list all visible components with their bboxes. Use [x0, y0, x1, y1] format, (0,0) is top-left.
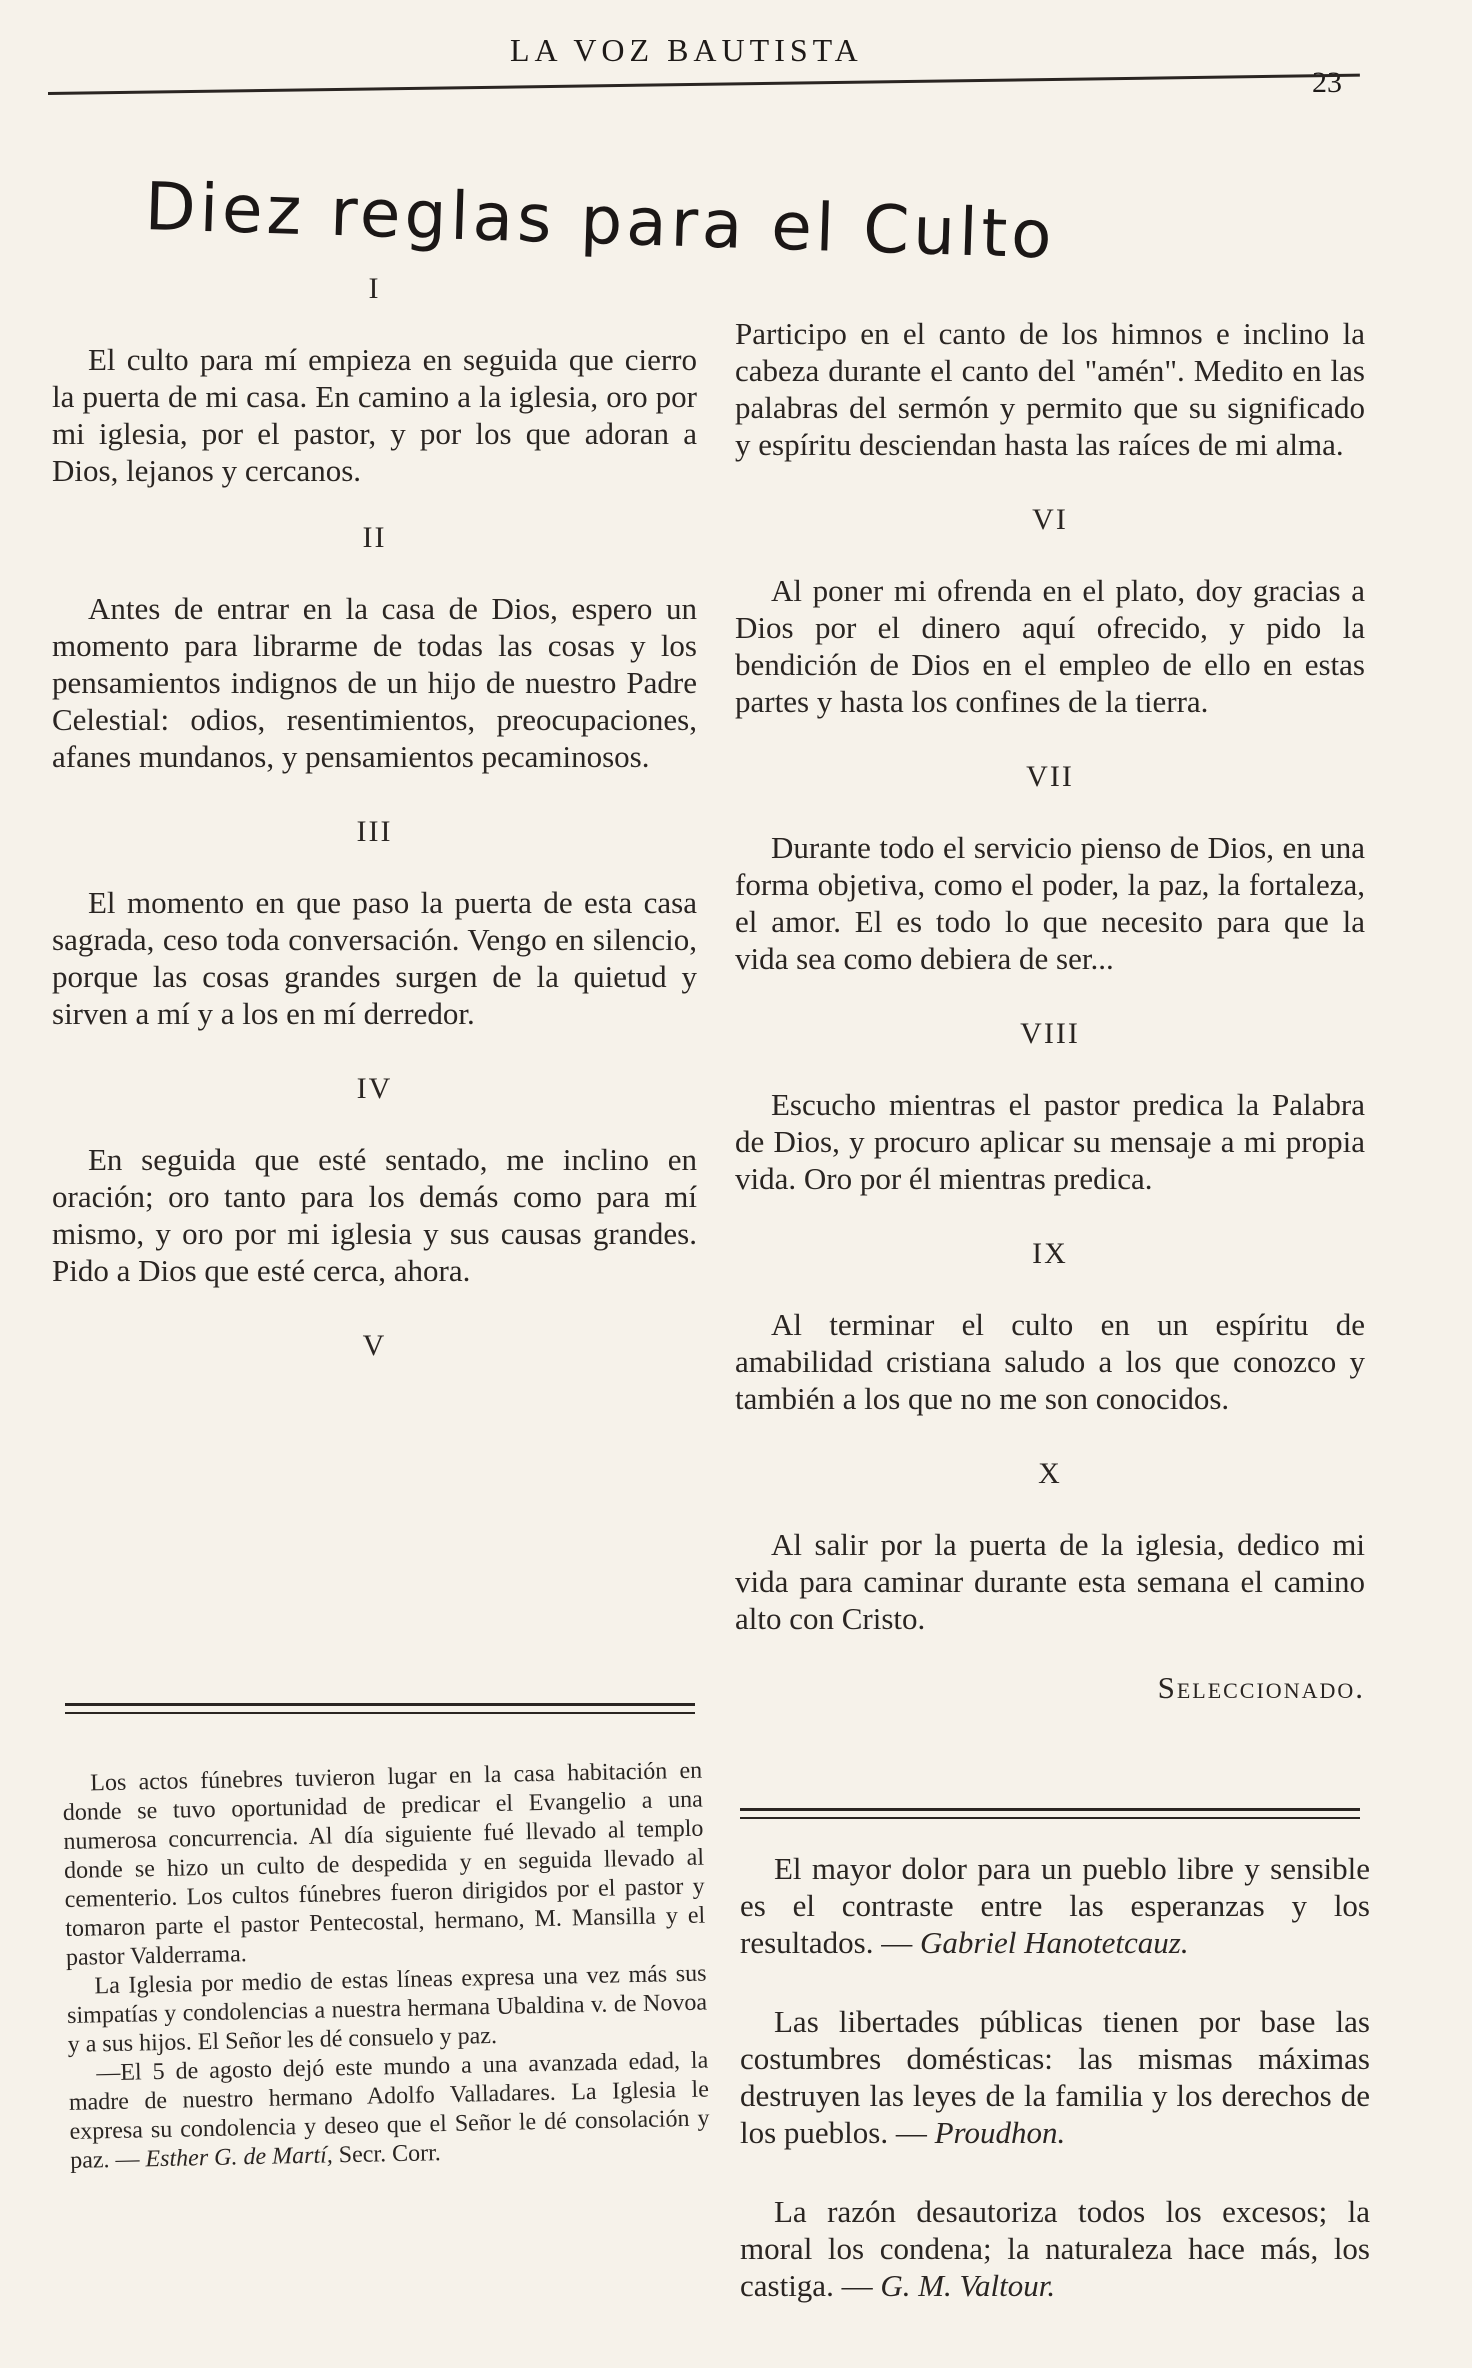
notice-paragraph: La Iglesia por medio de estas líneas expresa una vez más sus simpatías y condolencias a nuestra hermana Ubaldina v. de Novoa y a sus hijos. El Señor les dé consuelo y paz. [66, 1960, 708, 2058]
article-column-right [735, 315, 1365, 1706]
quote-text: Las libertades públicas tienen por base las costumbres domésticas: las mismas máximas destruyen las leyes de la familia y los derechos de los pueblos. — [740, 2004, 1370, 2150]
notice-paragraph: Los actos fúnebres tuvieron lugar en la casa habitación en donde se tuvo oportunidad de predicar el Evangelio a una numerosa concurrencia. Al día siguiente fué llevado al templo donde se hizo un culto de despedida y en seguida llevado al cementerio. Los cultos fúnebres fueron dirigidos por el pastor y tomaron parte el pastor Pentecostal, hermano, M. Mansilla y el pastor Valderrama. [62, 1757, 706, 1971]
section-numeral: III [356, 815, 393, 848]
section-numeral: I [368, 272, 381, 305]
divider-right [740, 1808, 1360, 1819]
section-text: Al salir por la puerta de la iglesia, dedico mi vida para caminar durante esta semana el camino alto con Cristo. [735, 1527, 1365, 1636]
section-text: Al terminar el culto en un espíritu de amabilidad cristiana saludo a los que conozco y también a los que no me son conocidos. [735, 1307, 1365, 1416]
notice-text: —El 5 de agosto dejó este mundo a una avanzada edad, la madre de nuestro hermano Adolfo Valladares. La Iglesia le expresa su condolencia y deseo que el Señor le dé consolación y paz. — [68, 2047, 710, 2174]
notice-author-role: Secr. Corr. [338, 2140, 442, 2169]
quote-text: La razón desautoriza todos los excesos; la moral los condena; la naturaleza hace más, los castiga. — [740, 2194, 1370, 2303]
quote [740, 2003, 1370, 2151]
quote-text: El mayor dolor para un pueblo libre y sensible es el contraste entre las esperanzas y los resultados. — [740, 1851, 1370, 1960]
article-title: Diez reglas para el Culto [143, 168, 1057, 274]
section-numeral: X [1038, 1457, 1062, 1490]
section-text: El culto para mí empieza en seguida que cierro la puerta de mi casa. En camino a la iglesia, oro por mi iglesia, por el pastor, y por los que adoran a Dios, lejanos y cercanos. [52, 342, 697, 488]
section-text: Participo en el canto de los himnos e inclino la cabeza durante el canto del "amén". Medito en las palabras del sermón y permito que su significado y espíritu desciendan hasta las raíces de mi alma. [735, 316, 1365, 462]
section-numeral: VIII [1020, 1017, 1080, 1050]
notice-author: Esther G. de Martí, [145, 2142, 334, 2173]
article-column-left [52, 270, 697, 1398]
quote [740, 2193, 1370, 2304]
section-numeral: VI [1032, 503, 1068, 536]
obituary-notice [62, 1757, 710, 2176]
section-numeral: V [362, 1329, 387, 1362]
section-text: En seguida que esté sentado, me inclino en oración; oro tanto para los demás como para mí mismo, y oro por mi iglesia y sus causas grandes. Pido a Dios que esté cerca, ahora. [52, 1142, 697, 1288]
quote [740, 1850, 1370, 1961]
page-number: 23 [1312, 66, 1342, 99]
masthead: LA VOZ BAUTISTA [510, 32, 863, 68]
notice-paragraph [68, 2047, 710, 2176]
header-rule [48, 74, 1360, 95]
section-text: El momento en que paso la puerta de esta casa sagrada, ceso toda conversación. Vengo en silencio, porque las cosas grandes surgen de la quietud y sirven a mí y a los en mí derredor. [52, 885, 697, 1031]
quote-author: Proudhon. [934, 2115, 1066, 2150]
section-numeral: IX [1032, 1237, 1068, 1270]
section-text: Durante todo el servicio pienso de Dios, en una forma objetiva, como el poder, la paz, la fortaleza, el amor. El es todo lo que necesito para que la vida sea como debiera de ser... [735, 830, 1365, 976]
divider-left [65, 1703, 695, 1714]
quote-author: Gabriel Hanotetcauz. [919, 1925, 1189, 1960]
section-text: Al poner mi ofrenda en el plato, doy gracias a Dios por el dinero aquí ofrecido, y pido la bendición de Dios en el empleo de ello en estas partes y hasta los confines de la tierra. [735, 573, 1365, 719]
quote-author: G. M. Valtour. [880, 2268, 1056, 2303]
section-text: Escucho mientras el pastor predica la Palabra de Dios, y procuro aplicar su mensaje a mi propia vida. Oro por él mientras predica. [735, 1087, 1365, 1196]
section-numeral: II [362, 521, 387, 554]
quotes-section [740, 1850, 1370, 2346]
section-text: Antes de entrar en la casa de Dios, espero un momento para librarme de todas las cosas y los pensamientos indignos de un hijo de nuestro Padre Celestial: odios, resentimientos, preocupaciones, afanes mundanos, y pensamientos pecaminosos. [52, 591, 697, 774]
article-signature: Seleccionado. [1157, 1670, 1365, 1705]
section-numeral: VII [1026, 760, 1074, 793]
section-numeral: IV [356, 1072, 393, 1105]
